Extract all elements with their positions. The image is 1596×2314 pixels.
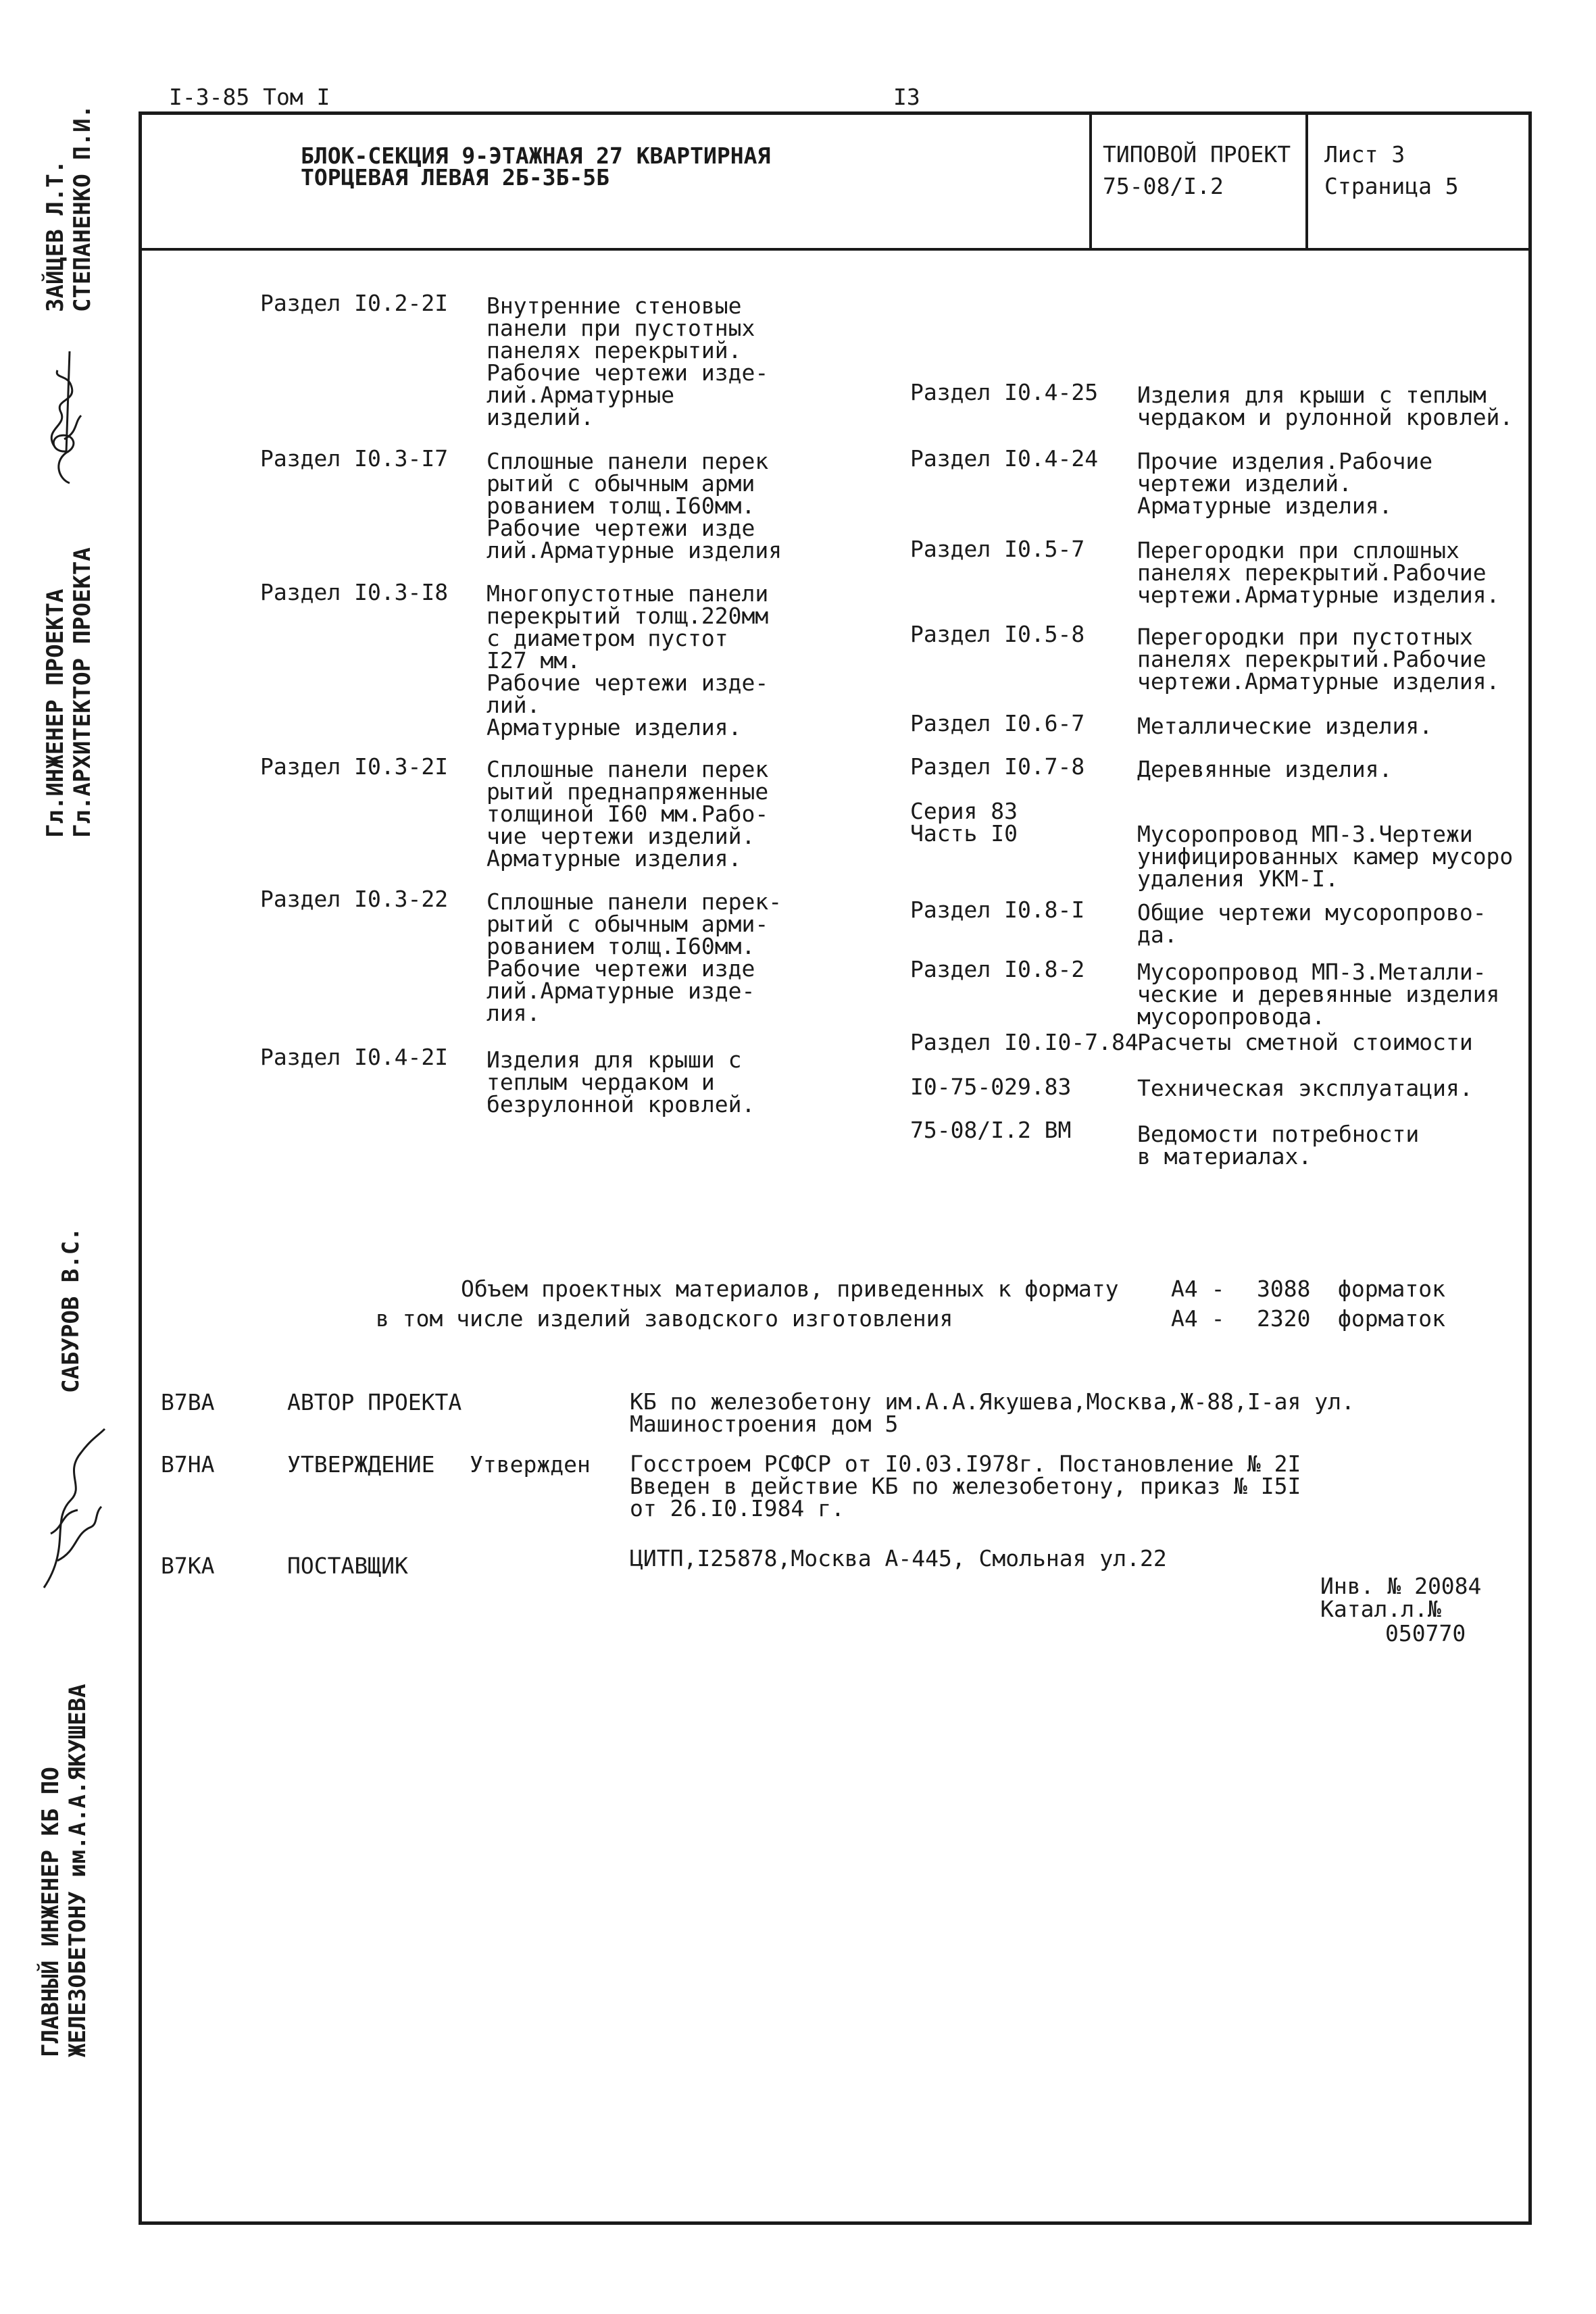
section-description: Перегородки при сплошных панелях перекрытий.Рабочие чертежи.Арматурные изделия. xyxy=(1137,537,1500,608)
biblio-value: КБ по железобетону им.А.А.Якушева,Москва,Ж-88,I-ая ул. Машиностроения дом 5 xyxy=(630,1388,1355,1437)
section-code: Раздел I0.3-I7 xyxy=(260,445,449,472)
section-code: Раздел I0.2-2I xyxy=(260,290,449,316)
section-code: I0-75-029.83 xyxy=(910,1074,1072,1100)
catalog-label: Катал.л.№ xyxy=(1320,1596,1441,1622)
title-block-separator-2 xyxy=(1305,111,1308,249)
section-code: Раздел I0.5-7 xyxy=(910,536,1085,562)
biblio-label: АВТОР ПРОЕКТА xyxy=(287,1389,462,1415)
section-description: Изделия для крыши с теплым чердаком и рулонной кровлей. xyxy=(1137,382,1514,430)
series-reference: I-3-85 Том I xyxy=(169,84,330,110)
section-description: Деревянные изделия. xyxy=(1137,756,1393,782)
title-line-1: БЛОК-СЕКЦИЯ 9-ЭТАЖНАЯ 27 КВАРТИРНАЯ xyxy=(301,143,771,169)
section-code: Раздел I0.8-2 xyxy=(910,956,1085,982)
volume-line-2-label: в том числе изделий заводского изготовления xyxy=(376,1305,953,1332)
biblio-label: УТВЕРЖДЕНИЕ xyxy=(287,1451,435,1478)
project-number: 75-08/I.2 xyxy=(1103,173,1224,199)
volume-line-2-count: 2320 xyxy=(1257,1305,1311,1332)
title-block-divider xyxy=(139,248,1532,251)
section-description: Мусоропровод МП-3.Чертежи унифицированных камер мусоро удаления УКМ-I. xyxy=(1137,821,1514,892)
section-code: Раздел I0.6-7 xyxy=(910,710,1085,736)
volume-line-2-format: А4 - xyxy=(1171,1305,1225,1332)
title-line-2: ТОРЦЕВАЯ ЛЕВАЯ 2Б-3Б-5Б xyxy=(301,164,609,191)
title-block-separator-1 xyxy=(1089,111,1092,249)
section-description: Сплошные панели перек рытий преднапряженные толщиной I60 мм.Рабо- чие чертежи изделий. Арматурные изделия. xyxy=(487,756,769,872)
section-code: Раздел I0.4-2I xyxy=(260,1044,449,1070)
margin-names-top: ЗАЙЦЕВ Л.Т. СТЕПАНЕНКО П.И. xyxy=(42,104,96,312)
biblio-label-2: Утвержден xyxy=(470,1451,591,1478)
section-code: Раздел I0.3-22 xyxy=(260,886,449,912)
biblio-value: ЦИТП,I25878,Москва А-445, Смольная ул.22 xyxy=(630,1545,1167,1571)
margin-name-middle: САБУРОВ В.С. xyxy=(57,1227,84,1393)
volume-line-2-unit: форматок xyxy=(1338,1305,1445,1332)
section-code: Раздел I0.7-8 xyxy=(910,753,1085,780)
volume-line-1-count: 3088 xyxy=(1257,1276,1311,1302)
project-label: ТИПОВОЙ ПРОЕКТ xyxy=(1103,141,1291,168)
section-description: Техническая эксплуатация. xyxy=(1137,1075,1473,1101)
signature-2 xyxy=(39,351,90,493)
section-description: Ведомости потребности в материалах. xyxy=(1137,1121,1420,1169)
volume-line-1-label: Объем проектных материалов, приведенных к формату xyxy=(461,1276,1119,1302)
biblio-code: В7ВА xyxy=(161,1389,215,1415)
page-label: Страница 5 xyxy=(1324,173,1459,199)
section-description: Внутренние стеновые панели при пустотных панелях перекрытий. Рабочие чертежи изде- лий.Арматурные изделий. xyxy=(487,293,769,430)
section-description: Многопустотные панели перекрытий толщ.220мм с диаметром пустот I27 мм. Рабочие чертежи изде- лий. Арматурные изделия. xyxy=(487,580,769,740)
section-code: Раздел I0.5-8 xyxy=(910,621,1085,647)
volume-line-1-format: А4 - xyxy=(1171,1276,1225,1302)
biblio-code: В7НА xyxy=(161,1451,215,1478)
volume-line-1-unit: форматок xyxy=(1338,1276,1445,1302)
biblio-code: В7КА xyxy=(161,1553,215,1579)
section-code: Раздел I0.4-25 xyxy=(910,379,1099,405)
inventory-number: Инв. № 20084 xyxy=(1320,1573,1482,1599)
section-code: Раздел I0.4-24 xyxy=(910,445,1099,472)
signature-3 xyxy=(30,1426,111,1594)
section-code: Раздел I0.I0-7.84 xyxy=(910,1029,1139,1055)
section-description: Сплошные панели перек рытий с обычным арми рованием толщ.I60мм. Рабочие чертежи изде лий.Арматурные изделия xyxy=(487,448,782,563)
section-code: Раздел I0.3-2I xyxy=(260,753,449,780)
catalog-number: 050770 xyxy=(1385,1620,1466,1646)
section-description: Мусоропровод МП-3.Металли- ческие и деревянные изделия мусоропровода. xyxy=(1137,959,1500,1030)
biblio-label: ПОСТАВЩИК xyxy=(287,1553,408,1579)
biblio-value: Госстроем РСФСР от I0.03.I978г. Постановление № 2I Введен в действие КБ по железобетону, приказ № I5I от 26.I0.I984 г. xyxy=(630,1451,1301,1521)
section-code: Раздел I0.8-I xyxy=(910,897,1085,923)
section-description: Изделия для крыши с теплым чердаком и безрулонной кровлей. xyxy=(487,1047,755,1117)
margin-role-bottom: ГЛАВНЫЙ ИНЖЕНЕР КБ ПО ЖЕЛЕЗОБЕТОНУ им.А.А.ЯКУШЕВА xyxy=(37,1684,91,2057)
section-description: Расчеты сметной стоимости xyxy=(1137,1029,1473,1055)
section-description: Прочие изделия.Рабочие чертежи изделий. Арматурные изделия. xyxy=(1137,448,1433,519)
section-code: Серия 83 Часть I0 xyxy=(910,798,1018,847)
section-code: Раздел I0.3-I8 xyxy=(260,579,449,605)
section-description: Сплошные панели перек- рытий с обычным арми- рованием толщ.I60мм. Рабочие чертежи изде лий.Арматурные изде- лия. xyxy=(487,888,782,1026)
section-description: Металлические изделия. xyxy=(1137,713,1433,739)
page-number: I3 xyxy=(893,84,920,110)
section-code: 75-08/I.2 ВМ xyxy=(910,1117,1072,1143)
margin-roles-top: Гл.ИНЖЕНЕР ПРОЕКТА Гл.АРХИТЕКТОР ПРОЕКТА xyxy=(42,547,96,838)
sheet-number: Лист 3 xyxy=(1324,141,1405,168)
section-description: Перегородки при пустотных панелях перекрытий.Рабочие чертежи.Арматурные изделия. xyxy=(1137,624,1500,695)
section-description: Общие чертежи мусоропрово- да. xyxy=(1137,899,1487,948)
